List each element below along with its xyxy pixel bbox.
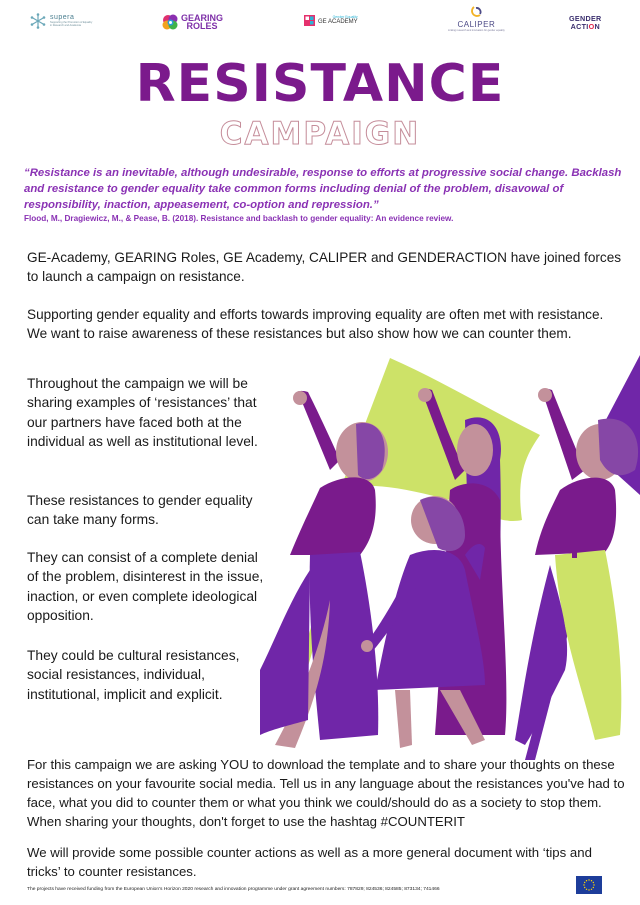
page-title: RESISTANCE <box>135 54 505 114</box>
ge-academy-bottom: GE ACADEMY <box>318 19 358 26</box>
eu-flag-icon <box>576 876 602 894</box>
purpose-paragraph: Supporting gender equality and efforts towards improving equality are often met with resistance. We want to raise awareness of these resistances but also show how we can counter them. <box>27 307 604 342</box>
campaign-examples-paragraph: Throughout the campaign we will be sharing examples of ‘resistances’ that our partners have faced both at the individual as well as institutional level. <box>27 376 258 450</box>
genderaction-logo <box>569 15 602 31</box>
types-paragraph: They could be cultural resistances, social resistances, individual, institutional, implicit and explicit. <box>27 648 240 702</box>
funding-disclaimer: The projects have received funding from the European Union's Horizon 2020 research and innovation programme under grant agreement numbers: 787829; 824536; 824585; 873134; 741466 <box>27 887 440 892</box>
forms-paragraph: These resistances to gender equality can take many forms. <box>27 493 253 528</box>
genderaction-line2: ACTION <box>570 22 600 31</box>
gearing-line1: GEARING <box>181 13 224 23</box>
gear-circles-icon <box>162 13 180 31</box>
intro-paragraph: GE-Academy, GEARING Roles, GE Academy, CALIPER and GENDERACTION have joined forces to launch a campaign on resistance. <box>27 250 622 285</box>
supera-tagline: Supporting the Promotion of Equality in Research and Academia <box>50 21 93 27</box>
ge-academy-logo <box>304 15 358 26</box>
partner-logos-bar <box>0 0 640 48</box>
gearing-roles-logo <box>162 13 223 31</box>
quote-citation: Flood, M., Dragiewicz, M., & Pease, B. (2018). Resistance and backlash to gender equality: An evidence review. <box>24 214 454 223</box>
page-subtitle: CAMPAIGN <box>219 116 421 152</box>
power-icon: O <box>588 22 595 31</box>
ge-academy-top: Gender Equality <box>332 14 358 19</box>
supera-logo <box>30 13 94 29</box>
women-protest-illustration <box>260 340 640 760</box>
supera-name: supera <box>50 14 75 22</box>
gearing-line2: ROLES <box>186 21 218 31</box>
counter-actions-paragraph: We will provide some possible counter actions as well as a more general document with ‘tips and tricks’ to counter resistances. <box>27 845 592 879</box>
quote-text: “Resistance is an inevitable, although undesirable, response to efforts at progressive social change. Backlash and resistance to gender equality take common forms including denial of the problem, disavowal of responsibility, inaction, appeasement, co-option and repression.” <box>24 167 622 211</box>
snowflake-network-icon <box>30 13 46 29</box>
call-to-action-paragraph: For this campaign we are asking YOU to download the template and to share your thoughts on these resistances on your favourite social media. Tell us in any language about the resistances you've had to face, what you did to counter them or what you think we could/should do as a society to stop them. When sharing your thoughts, don't forget to use the hashtag #COUNTERIT <box>27 757 625 829</box>
denial-paragraph: They can consist of a complete denial of the problem, disinterest in the issue, inaction, or even complete ideological opposition. <box>27 550 264 624</box>
caliper-name: CALIPER <box>457 20 496 29</box>
genderaction-line1: GENDER <box>569 14 602 23</box>
ge-academy-mark-icon <box>304 15 315 26</box>
caliper-swirl-icon <box>469 5 483 19</box>
caliper-logo <box>448 5 505 33</box>
caliper-tagline: Linking research and innovation for gender equality <box>448 29 505 32</box>
